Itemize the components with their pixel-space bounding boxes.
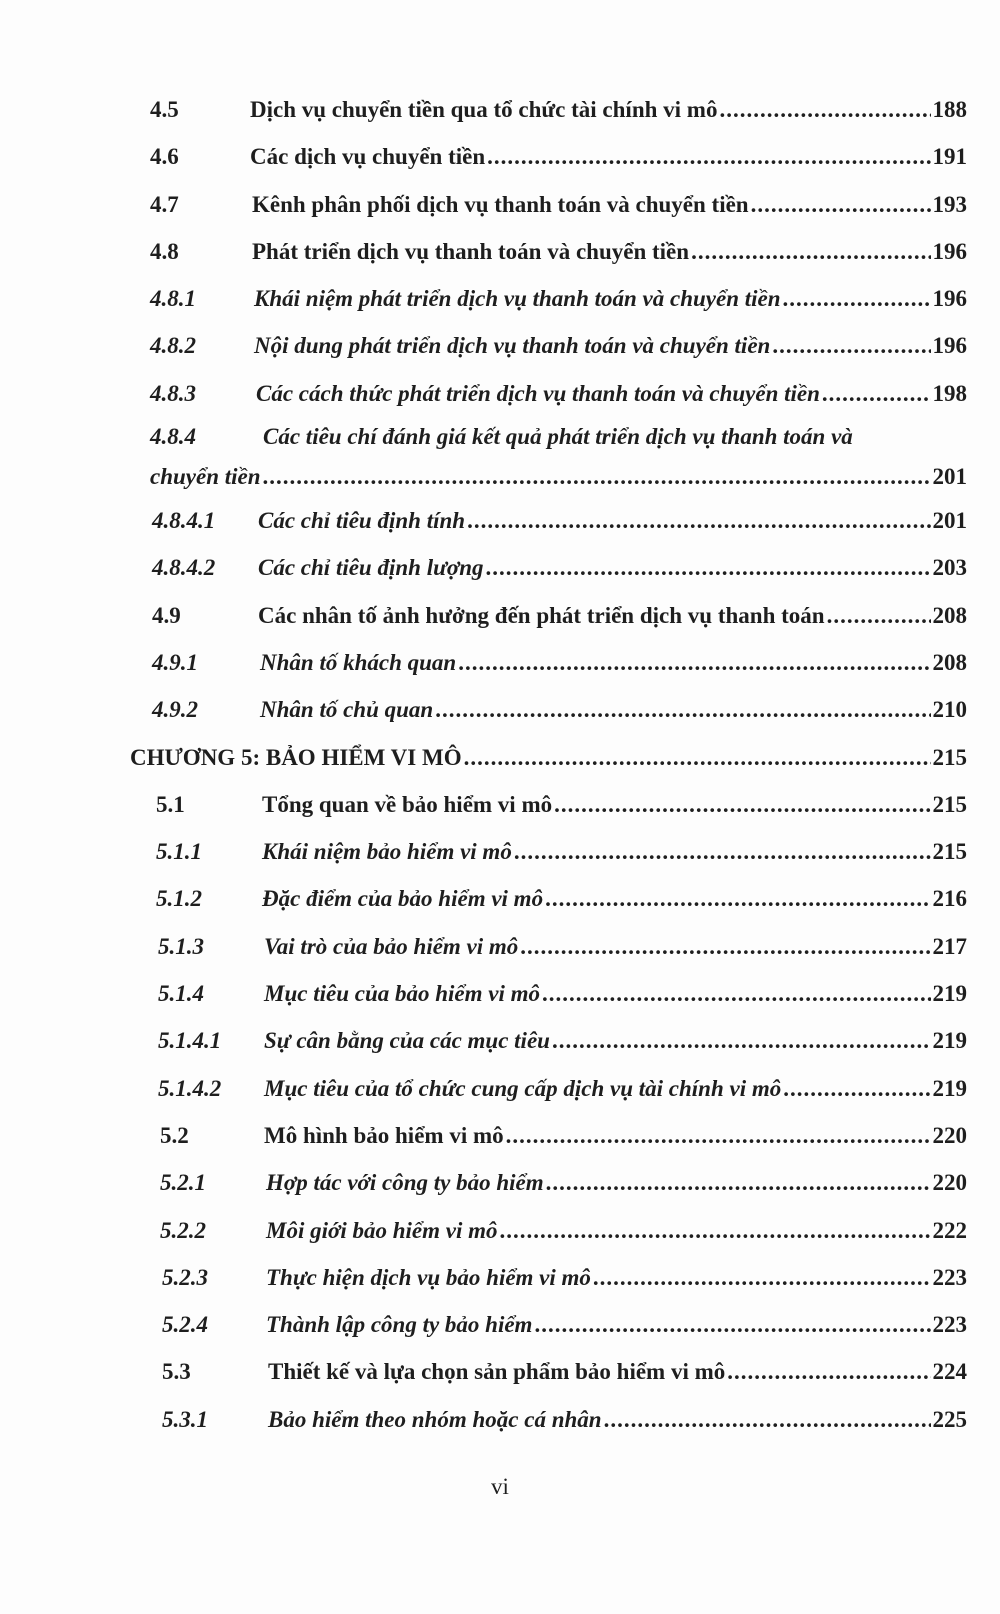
toc-entry-number: 5.2.4 [162,1312,208,1338]
toc-entry [0,828,1000,875]
chapter-title: CHƯƠNG 5: BẢO HIỂM VI MÔ [130,744,462,770]
toc-entry-line [262,828,967,875]
toc-entry-number: 4.8.3 [150,380,196,406]
toc-entry-line [262,781,967,828]
dot-leader [506,1112,931,1159]
toc-entry-title: Khái niệm bảo hiểm vi mô [262,839,512,865]
toc-entry [0,875,1000,922]
toc-entry-title: Thành lập công ty bảo hiểm [266,1312,533,1338]
dot-leader [772,322,930,369]
toc-entry-number: 5.3 [162,1359,191,1385]
toc-entry-line [264,923,967,970]
toc-entry-line [150,457,967,497]
toc-entry-page: 225 [932,1406,967,1432]
toc-entry-title: Tổng quan về bảo hiểm vi mô [262,791,553,817]
toc-entry-number: 4.6 [150,144,179,170]
dot-leader [435,686,930,733]
toc-entry-line [266,1207,967,1254]
dot-leader [827,592,931,639]
toc-entry [0,970,1000,1017]
toc-entry [0,544,1000,591]
toc-entry-number: 4.9.2 [152,697,198,723]
toc-entry-number: 4.8.4.1 [152,508,216,534]
toc-entry-title: Mô hình bảo hiểm vi mô [264,1122,504,1148]
toc-entry-title: Nhân tố khách quan [260,649,457,675]
toc-entry [0,181,1000,228]
toc-entry-page: 196 [932,333,967,359]
dot-leader [604,1396,931,1443]
toc-entry-page: 215 [932,839,967,865]
dot-leader [487,133,930,180]
dot-leader [554,781,930,828]
dot-leader [514,828,931,875]
toc-entry [0,1112,1000,1159]
toc-entry-page: 193 [932,191,967,217]
toc-entry-line [256,370,967,417]
toc-entry-number: 5.1 [156,791,185,817]
dot-leader [545,875,930,922]
toc-entry-line [258,544,967,591]
toc-entry-line [264,1017,967,1064]
dot-leader [458,639,930,686]
toc-entry-page: 196 [932,238,967,264]
dot-leader [822,370,931,417]
toc-entry-title: Đặc điểm của bảo hiểm vi mô [262,886,544,912]
dot-leader [593,1254,931,1301]
toc-entry-line [264,1112,967,1159]
toc-entry [0,322,1000,369]
toc-entry-page: 215 [932,791,967,817]
toc-chapter-entry [0,734,1000,781]
toc-entry [0,781,1000,828]
toc-entry [0,1159,1000,1206]
toc-entry-line [266,1254,967,1301]
toc-entry-page: 224 [932,1359,967,1385]
toc-entry-title: Kênh phân phối dịch vụ thanh toán và chuyển tiền [252,191,749,217]
toc-entry-number: 5.1.4.1 [158,1028,222,1054]
toc-entry-line [254,322,967,369]
toc-entry-title: Vai trò của bảo hiểm vi mô [264,933,519,959]
toc-entry-number: 4.8.2 [150,333,196,359]
toc-entry-number: 4.8 [150,238,179,264]
toc-entry [0,133,1000,180]
toc-entry [0,497,1000,544]
toc-entry-number: 5.1.4.2 [158,1075,222,1101]
dot-leader [467,497,930,544]
toc-entry [0,228,1000,275]
page-number-footer: vi [491,1474,509,1499]
dot-leader [751,181,931,228]
toc-entry-title: Sự cân bằng của các mục tiêu [264,1028,550,1054]
toc-entry [0,1348,1000,1395]
toc-entry [0,923,1000,970]
toc-entry-page: 220 [932,1122,967,1148]
toc-entry [0,686,1000,733]
toc-entry-number: 4.9.1 [152,649,198,675]
toc-entry-line [264,970,967,1017]
toc-entry-line [260,686,967,733]
toc-entry-title: Nội dung phát triển dịch vụ thanh toán và chuyển tiền [254,333,771,359]
toc-entry-line [260,639,967,686]
toc-entry [0,1254,1000,1301]
toc-entry-number: 5.2.1 [160,1170,206,1196]
toc-entry-line [262,875,967,922]
toc-entry-number: 5.2.3 [162,1264,208,1290]
toc-entry-number: 4.9 [152,602,181,628]
toc-entry [0,370,1000,417]
toc-entry-title: Thiết kế và lựa chọn sản phẩm bảo hiểm vi mô [268,1359,726,1385]
toc-entry-number: 5.1.4 [158,981,204,1007]
toc-entry-page: 220 [932,1170,967,1196]
toc-entry-page: 188 [932,97,967,122]
toc-entry-title: Môi giới bảo hiểm vi mô [266,1217,498,1243]
toc-entry-line [250,86,967,133]
toc-entry-page: 215 [932,744,967,770]
toc-entry-page: 208 [932,649,967,675]
toc-entry [0,86,1000,133]
toc-entry-number: 4.5 [150,97,179,122]
toc-entry-line [254,275,967,322]
toc-entry-line [268,1396,967,1443]
toc-entry-number: 5.1.2 [156,886,202,912]
toc-entry-page: 217 [932,933,967,959]
toc-entry-number: 5.1.3 [158,933,204,959]
dot-leader [499,1207,930,1254]
toc-entry-page: 203 [932,555,967,581]
toc-entry-title: Nhân tố chủ quan [260,697,434,723]
toc-entry-title: Các chỉ tiêu định tính [258,508,466,534]
dot-leader [546,1159,931,1206]
dot-leader [534,1301,930,1348]
toc-entry-page: 201 [932,464,967,490]
toc-entry-title: Phát triển dịch vụ thanh toán và chuyển tiền [252,238,690,264]
toc-entry-page: 222 [932,1217,967,1243]
dot-leader [691,228,930,275]
dot-leader [464,734,931,781]
toc-entry-title: Các chỉ tiêu định lượng [258,555,484,581]
toc-entry-page: 219 [932,1028,967,1054]
toc-entry-page: 223 [932,1264,967,1290]
dot-leader [263,457,931,497]
toc-entry-page: 201 [932,508,967,534]
toc-entry-page: 219 [932,1075,967,1101]
toc-entry-line [266,1301,967,1348]
toc-entry-title: Các dịch vụ chuyển tiền [250,144,486,170]
dot-leader [486,544,931,591]
table-of-contents [0,86,1000,1443]
toc-entry-number: 5.2.2 [160,1217,206,1243]
toc-entry-line [258,592,967,639]
toc-entry-number: 4.8.4 [150,424,196,450]
dot-leader [542,970,931,1017]
toc-entry-number: 5.3.1 [162,1406,208,1432]
toc-entry [0,1207,1000,1254]
toc-entry-title: Dịch vụ chuyển tiền qua tổ chức tài chính vi mô [250,97,718,122]
dot-leader [719,86,930,133]
toc-entry-number: 4.8.1 [150,286,196,312]
toc-entry-page: 208 [932,602,967,628]
toc-entry-page: 210 [932,697,967,723]
toc-entry-line [130,734,967,781]
toc-entry-title: Khái niệm phát triển dịch vụ thanh toán và chuyển tiền [254,286,781,312]
toc-entry-number: 5.2 [160,1122,189,1148]
toc-entry-page: 219 [932,981,967,1007]
toc-entry [0,639,1000,686]
toc-entry-page: 191 [932,144,967,170]
toc-entry-page: 216 [932,886,967,912]
toc-entry-line [258,497,967,544]
toc-entry-line [252,181,967,228]
dot-leader [552,1017,931,1064]
toc-entry [0,1017,1000,1064]
dot-leader [783,275,931,322]
toc-entry-title: Các nhân tố ảnh hưởng đến phát triển dịch vụ thanh toán [258,602,825,628]
dot-leader [520,923,930,970]
toc-entry-title: Hợp tác với công ty bảo hiểm [266,1170,544,1196]
toc-entry-line [266,1159,967,1206]
toc-entry-title: Mục tiêu của tổ chức cung cấp dịch vụ tài chính vi mô [264,1075,782,1101]
toc-entry-page: 223 [932,1312,967,1338]
toc-entry-title-continued: chuyển tiền [150,464,261,490]
toc-entry-page: 196 [932,286,967,312]
toc-entry-line [264,1065,967,1112]
toc-entry-line [252,228,967,275]
toc-entry [0,592,1000,639]
toc-entry-number: 4.8.4.2 [152,555,216,581]
toc-entry-number: 4.7 [150,191,179,217]
toc-entry-line [268,1348,967,1395]
toc-entry-title: Các cách thức phát triển dịch vụ thanh toán và chuyển tiền [256,380,820,406]
toc-entry-line [250,133,967,180]
toc-entry [0,1396,1000,1443]
toc-entry [0,417,1000,497]
toc-entry [0,1301,1000,1348]
dot-leader [727,1348,930,1395]
toc-entry [0,1065,1000,1112]
toc-entry-title: Bảo hiểm theo nhóm hoặc cá nhân [268,1406,602,1432]
dot-leader [783,1065,930,1112]
toc-entry [0,275,1000,322]
toc-entry-number: 5.1.1 [156,839,202,865]
toc-entry-title: Mục tiêu của bảo hiểm vi mô [264,981,540,1007]
toc-entry-page: 198 [932,380,967,406]
toc-entry-title: Các tiêu chí đánh giá kết quả phát triển dịch vụ thanh toán và [263,424,853,450]
toc-entry-title: Thực hiện dịch vụ bảo hiểm vi mô [266,1264,591,1290]
